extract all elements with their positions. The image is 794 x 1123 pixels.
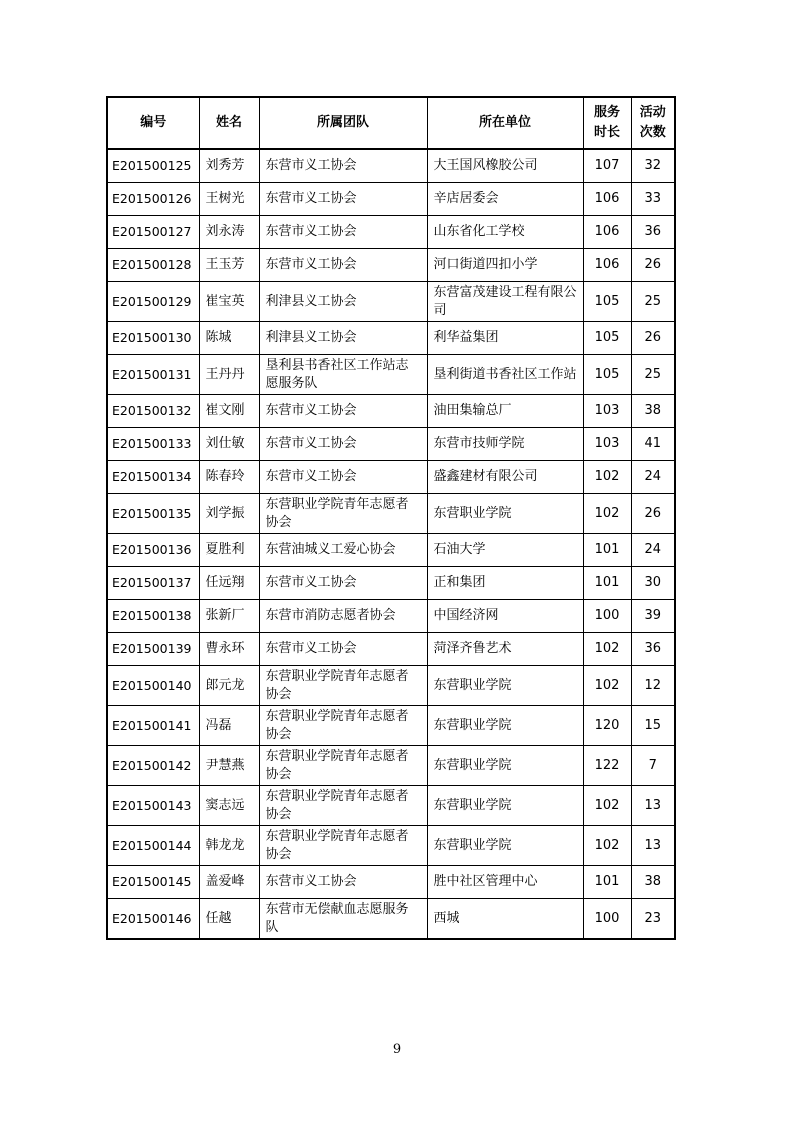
cell-unit: 大王国风橡胶公司	[427, 149, 583, 183]
table-row	[107, 428, 675, 461]
cell-hours: 101	[583, 866, 631, 899]
cell-team: 垦利县书香社区工作站志愿服务队	[259, 355, 427, 395]
table-row	[107, 600, 675, 633]
cell-team: 东营职业学院青年志愿者协会	[259, 494, 427, 534]
cell-hours: 101	[583, 534, 631, 567]
header-team: 所属团队	[259, 97, 427, 149]
cell-team: 东营市义工协会	[259, 183, 427, 216]
cell-team: 利津县义工协会	[259, 282, 427, 322]
cell-count: 36	[631, 633, 675, 666]
cell-id: E201500142	[107, 746, 199, 786]
cell-unit: 东营职业学院	[427, 826, 583, 866]
header-name: 姓名	[199, 97, 259, 149]
cell-id: E201500141	[107, 706, 199, 746]
table-row	[107, 282, 675, 322]
cell-count: 38	[631, 395, 675, 428]
cell-team: 东营市义工协会	[259, 567, 427, 600]
table-header-row	[107, 97, 675, 149]
cell-count: 41	[631, 428, 675, 461]
cell-id: E201500125	[107, 149, 199, 183]
cell-count: 39	[631, 600, 675, 633]
cell-hours: 120	[583, 706, 631, 746]
cell-count: 13	[631, 826, 675, 866]
table-row	[107, 149, 675, 183]
cell-unit: 辛店居委会	[427, 183, 583, 216]
cell-count: 26	[631, 249, 675, 282]
cell-name: 刘仕敏	[199, 428, 259, 461]
cell-unit: 菏泽齐鲁艺术	[427, 633, 583, 666]
cell-team: 利津县义工协会	[259, 322, 427, 355]
table-row	[107, 633, 675, 666]
header-unit: 所在单位	[427, 97, 583, 149]
cell-team: 东营市义工协会	[259, 428, 427, 461]
cell-hours: 102	[583, 786, 631, 826]
cell-team: 东营市义工协会	[259, 395, 427, 428]
cell-id: E201500139	[107, 633, 199, 666]
cell-unit: 利华益集团	[427, 322, 583, 355]
cell-name: 陈春玲	[199, 461, 259, 494]
cell-id: E201500144	[107, 826, 199, 866]
cell-name: 王树光	[199, 183, 259, 216]
cell-name: 刘永涛	[199, 216, 259, 249]
cell-unit: 东营职业学院	[427, 666, 583, 706]
cell-name: 韩龙龙	[199, 826, 259, 866]
cell-id: E201500129	[107, 282, 199, 322]
cell-id: E201500136	[107, 534, 199, 567]
cell-count: 25	[631, 282, 675, 322]
cell-unit: 西城	[427, 899, 583, 940]
table-row	[107, 666, 675, 706]
cell-unit: 中国经济网	[427, 600, 583, 633]
table-row	[107, 183, 675, 216]
cell-hours: 106	[583, 183, 631, 216]
cell-unit: 东营职业学院	[427, 494, 583, 534]
cell-unit: 正和集团	[427, 567, 583, 600]
cell-hours: 106	[583, 249, 631, 282]
table-row	[107, 322, 675, 355]
cell-hours: 105	[583, 282, 631, 322]
cell-count: 33	[631, 183, 675, 216]
cell-count: 26	[631, 494, 675, 534]
cell-team: 东营职业学院青年志愿者协会	[259, 786, 427, 826]
cell-name: 冯磊	[199, 706, 259, 746]
table-row	[107, 786, 675, 826]
cell-hours: 102	[583, 633, 631, 666]
cell-hours: 105	[583, 355, 631, 395]
cell-unit: 胜中社区管理中心	[427, 866, 583, 899]
table-row	[107, 746, 675, 786]
header-hours: 服务时长	[583, 97, 631, 149]
table-row	[107, 899, 675, 940]
cell-id: E201500137	[107, 567, 199, 600]
cell-hours: 122	[583, 746, 631, 786]
cell-count: 7	[631, 746, 675, 786]
cell-unit: 石油大学	[427, 534, 583, 567]
cell-unit: 油田集输总厂	[427, 395, 583, 428]
cell-team: 东营市义工协会	[259, 866, 427, 899]
cell-team: 东营职业学院青年志愿者协会	[259, 746, 427, 786]
cell-id: E201500130	[107, 322, 199, 355]
cell-name: 夏胜利	[199, 534, 259, 567]
table-row	[107, 866, 675, 899]
cell-name: 曹永环	[199, 633, 259, 666]
cell-name: 王丹丹	[199, 355, 259, 395]
table-row	[107, 534, 675, 567]
cell-name: 崔宝英	[199, 282, 259, 322]
header-count: 活动次数	[631, 97, 675, 149]
table-row	[107, 216, 675, 249]
cell-team: 东营职业学院青年志愿者协会	[259, 666, 427, 706]
cell-team: 东营市无偿献血志愿服务队	[259, 899, 427, 940]
cell-count: 12	[631, 666, 675, 706]
cell-name: 崔文刚	[199, 395, 259, 428]
cell-count: 26	[631, 322, 675, 355]
cell-id: E201500135	[107, 494, 199, 534]
volunteer-table	[106, 96, 676, 940]
cell-unit: 东营职业学院	[427, 786, 583, 826]
cell-hours: 103	[583, 428, 631, 461]
cell-name: 刘秀芳	[199, 149, 259, 183]
cell-id: E201500133	[107, 428, 199, 461]
cell-name: 任越	[199, 899, 259, 940]
cell-team: 东营市消防志愿者协会	[259, 600, 427, 633]
cell-id: E201500138	[107, 600, 199, 633]
cell-unit: 东营职业学院	[427, 706, 583, 746]
page-number: 9	[392, 1042, 402, 1057]
cell-hours: 101	[583, 567, 631, 600]
cell-id: E201500140	[107, 666, 199, 706]
table-row	[107, 567, 675, 600]
cell-team: 东营市义工协会	[259, 149, 427, 183]
header-id: 编号	[107, 97, 199, 149]
cell-name: 陈城	[199, 322, 259, 355]
cell-id: E201500127	[107, 216, 199, 249]
cell-hours: 102	[583, 666, 631, 706]
cell-id: E201500134	[107, 461, 199, 494]
cell-name: 任远翔	[199, 567, 259, 600]
table-row	[107, 461, 675, 494]
cell-count: 30	[631, 567, 675, 600]
cell-count: 13	[631, 786, 675, 826]
cell-hours: 102	[583, 461, 631, 494]
cell-team: 东营职业学院青年志愿者协会	[259, 826, 427, 866]
cell-hours: 103	[583, 395, 631, 428]
cell-hours: 102	[583, 494, 631, 534]
cell-count: 36	[631, 216, 675, 249]
cell-team: 东营油城义工爱心协会	[259, 534, 427, 567]
cell-unit: 垦利街道书香社区工作站	[427, 355, 583, 395]
cell-count: 24	[631, 461, 675, 494]
cell-team: 东营市义工协会	[259, 249, 427, 282]
cell-unit: 山东省化工学校	[427, 216, 583, 249]
cell-count: 15	[631, 706, 675, 746]
cell-team: 东营市义工协会	[259, 216, 427, 249]
cell-team: 东营职业学院青年志愿者协会	[259, 706, 427, 746]
cell-hours: 100	[583, 600, 631, 633]
cell-count: 32	[631, 149, 675, 183]
cell-unit: 盛鑫建材有限公司	[427, 461, 583, 494]
cell-id: E201500132	[107, 395, 199, 428]
table-row	[107, 494, 675, 534]
cell-hours: 106	[583, 216, 631, 249]
cell-count: 38	[631, 866, 675, 899]
table-row	[107, 355, 675, 395]
cell-unit: 河口街道四扣小学	[427, 249, 583, 282]
cell-count: 25	[631, 355, 675, 395]
cell-unit: 东营市技师学院	[427, 428, 583, 461]
cell-hours: 100	[583, 899, 631, 940]
cell-id: E201500131	[107, 355, 199, 395]
cell-team: 东营市义工协会	[259, 461, 427, 494]
cell-team: 东营市义工协会	[259, 633, 427, 666]
table-row	[107, 706, 675, 746]
cell-name: 郎元龙	[199, 666, 259, 706]
cell-name: 张新厂	[199, 600, 259, 633]
cell-id: E201500143	[107, 786, 199, 826]
table-row	[107, 249, 675, 282]
cell-hours: 105	[583, 322, 631, 355]
cell-count: 23	[631, 899, 675, 940]
cell-name: 盖爱峰	[199, 866, 259, 899]
cell-id: E201500128	[107, 249, 199, 282]
table-body	[107, 149, 675, 939]
table-row	[107, 395, 675, 428]
cell-id: E201500146	[107, 899, 199, 940]
cell-hours: 102	[583, 826, 631, 866]
cell-hours: 107	[583, 149, 631, 183]
cell-id: E201500126	[107, 183, 199, 216]
cell-count: 24	[631, 534, 675, 567]
cell-id: E201500145	[107, 866, 199, 899]
table-row	[107, 826, 675, 866]
cell-name: 刘学振	[199, 494, 259, 534]
cell-name: 窦志远	[199, 786, 259, 826]
cell-name: 王玉芳	[199, 249, 259, 282]
cell-name: 尹慧燕	[199, 746, 259, 786]
cell-unit: 东营富茂建设工程有限公司	[427, 282, 583, 322]
cell-unit: 东营职业学院	[427, 746, 583, 786]
